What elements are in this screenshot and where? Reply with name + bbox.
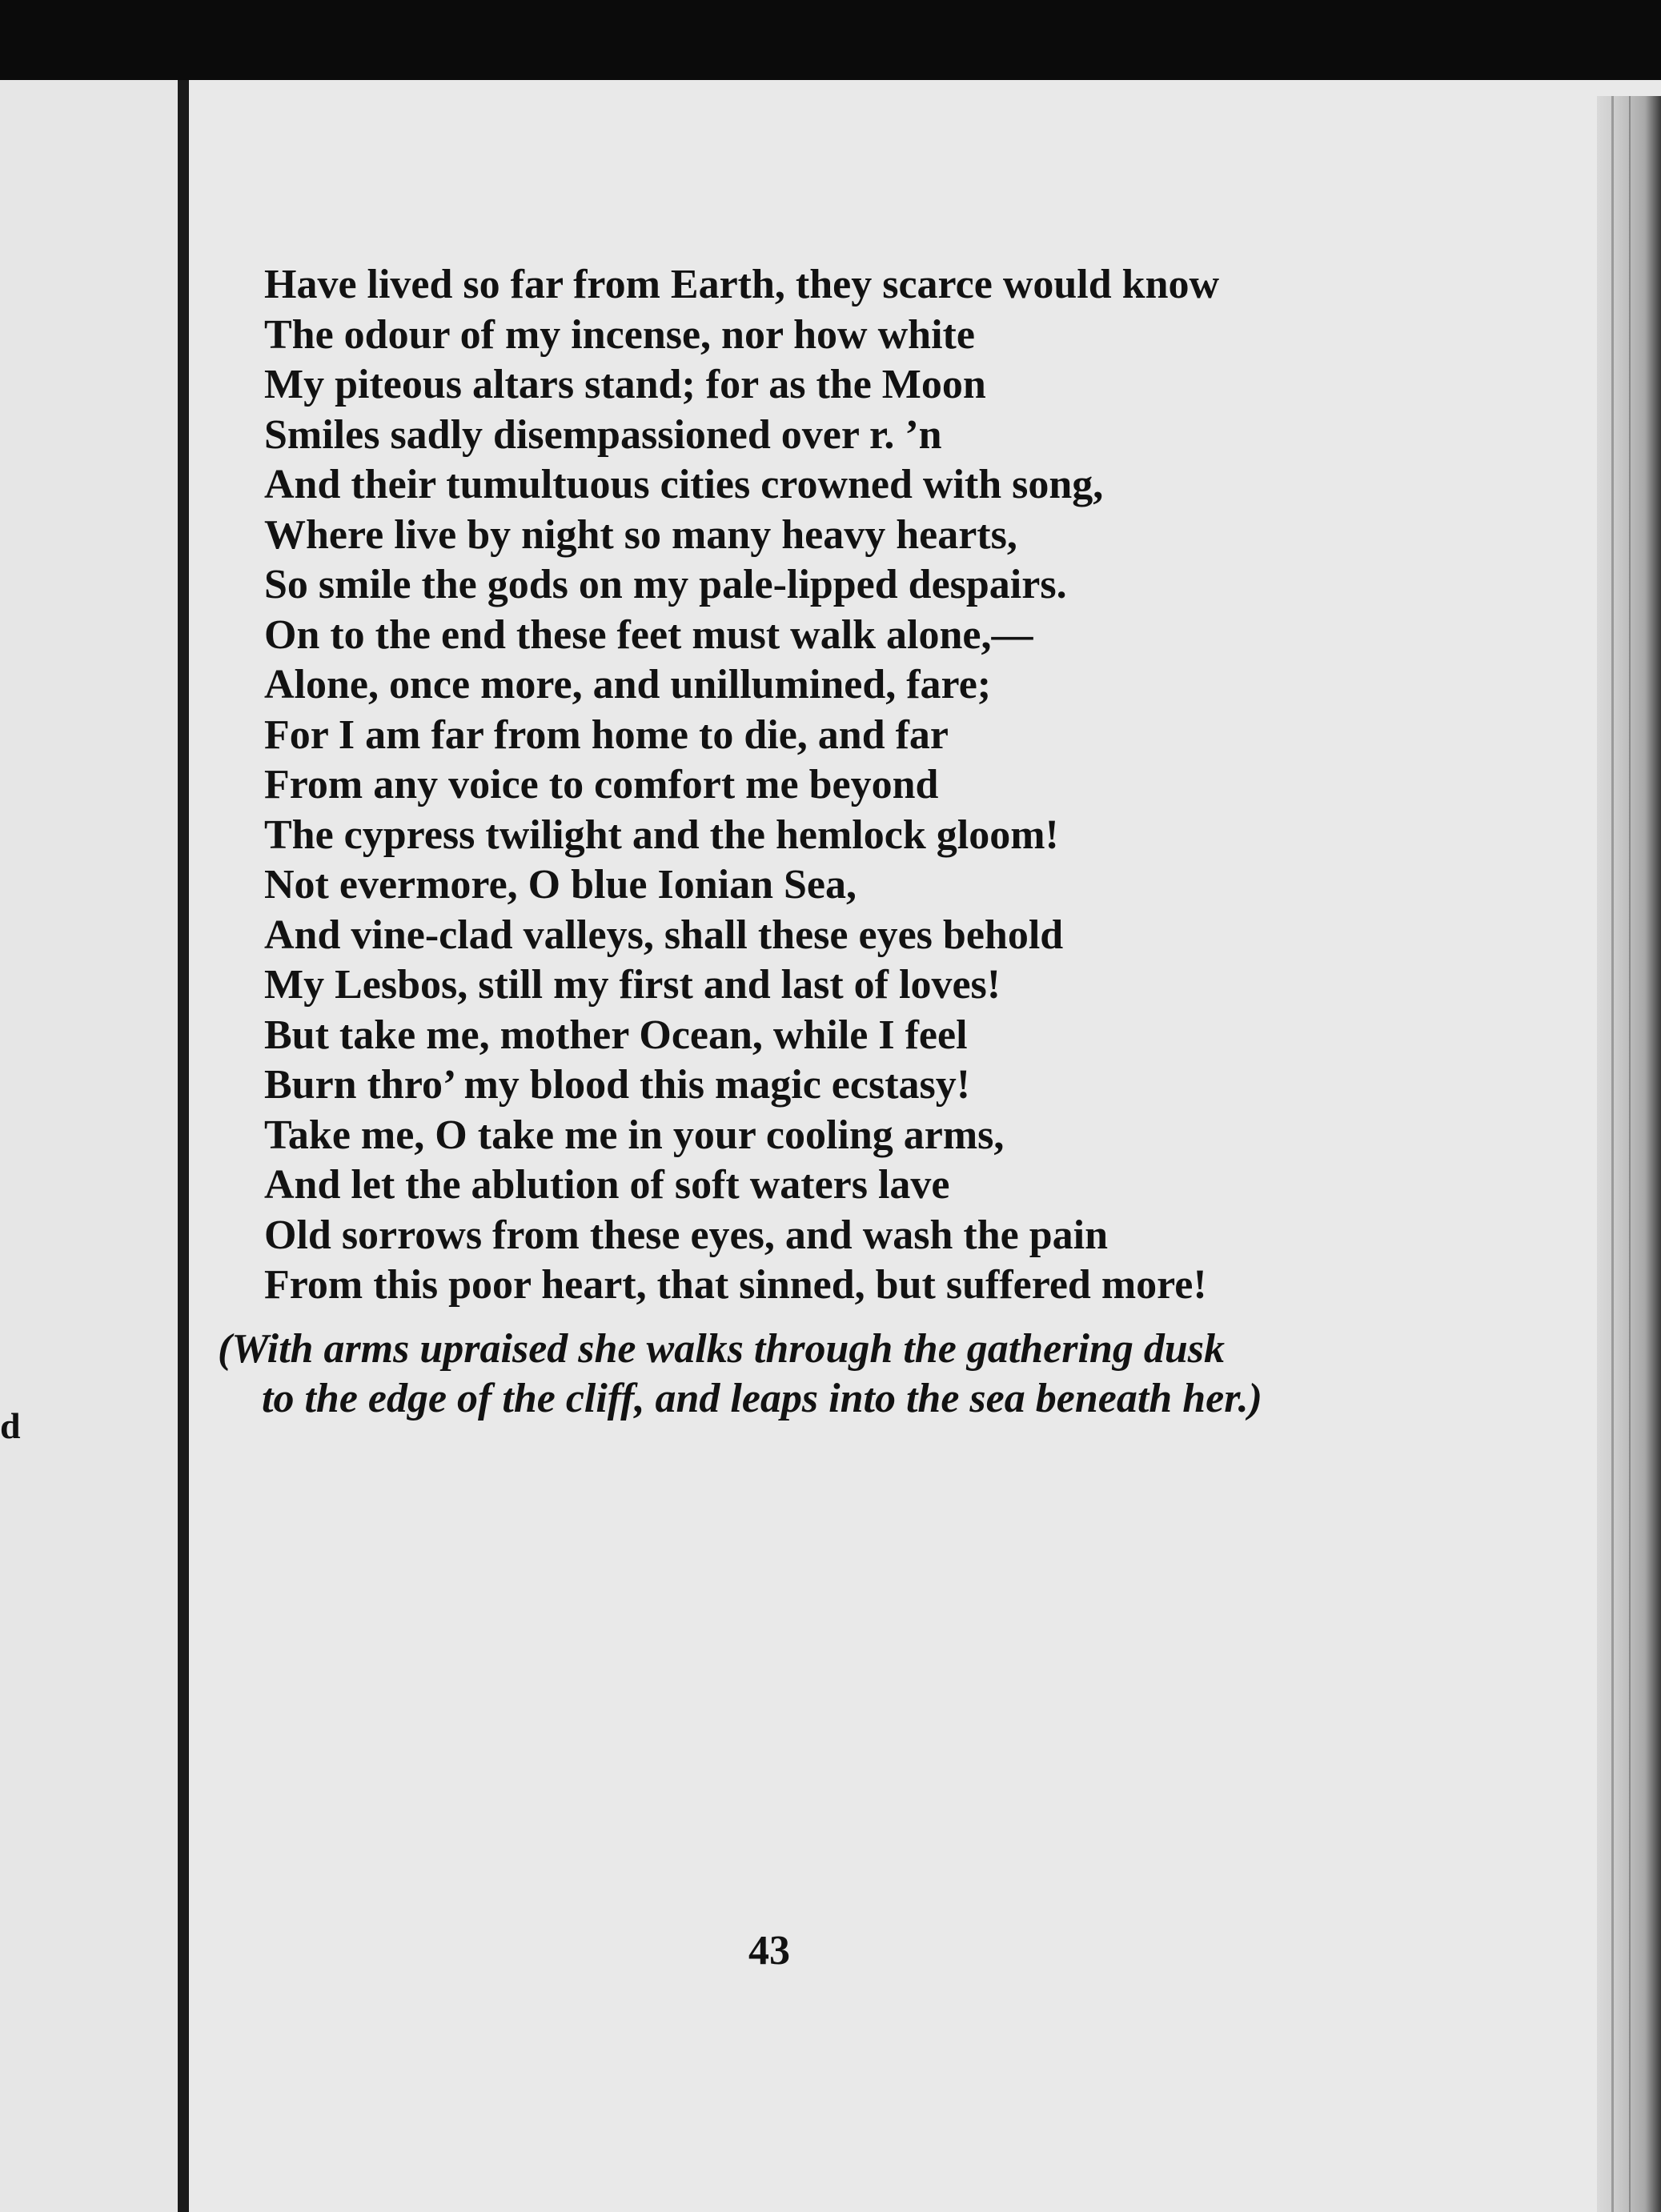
poem-line: The odour of my incense, nor how white (264, 311, 975, 358)
poem-line: Where live by night so many heavy hearts, (264, 511, 1017, 558)
poem-line: Smiles sadly disempassioned over r. ʼn (264, 411, 942, 458)
page-number: 43 (748, 1928, 790, 1974)
poem-line: My piteous altars stand; for as the Moon (264, 362, 986, 407)
poem-line: But take me, mother Ocean, while I feel (264, 1012, 968, 1058)
poem-line: Have lived so far from Earth, they scarce would know (264, 262, 1220, 307)
stage-direction-line: to the edge of the cliff, and leaps into the sea beneath her.) (262, 1376, 1262, 1421)
stage-direction (218, 1324, 1262, 1424)
poem-line: So smile the gods on my pale-lipped despairs. (264, 562, 1067, 607)
page-stack-edge (1597, 96, 1661, 2212)
poem-line: Not evermore, O blue Ionian Sea, (264, 862, 857, 908)
poem-line: And vine-clad valleys, shall these eyes behold (264, 912, 1064, 958)
poem-line: My Lesbos, still my first and last of loves! (264, 962, 1001, 1008)
poem-line: Old sorrows from these eyes, and wash the pain (264, 1212, 1109, 1258)
poem-line: From any voice to comfort me beyond (264, 762, 939, 807)
poem-line: And their tumultuous cities crowned with song, (264, 462, 1104, 507)
poem-line: From this poor heart, that sinned, but suffered more! (264, 1262, 1207, 1308)
left-facing-page (0, 80, 183, 2212)
stage-direction-line: (With arms upraised she walks through the gathering dusk (218, 1326, 1225, 1372)
poem-line: For I am far from home to die, and far (264, 711, 949, 758)
poem-line: On to the end these feet must walk alone,— (264, 611, 1033, 658)
scan-top-border (0, 0, 1661, 90)
poem-line: Take me, O take me in your cooling arms, (264, 1112, 1005, 1158)
poem-line: And let the ablution of soft waters lave (264, 1162, 950, 1208)
left-page-text-fragment: d (0, 1405, 21, 1446)
book-gutter (178, 80, 189, 2212)
poem-line: Alone, once more, and unillumined, fare; (264, 662, 992, 707)
poem-line: Burn thro’ my blood this magic ecstasy! (264, 1062, 971, 1108)
poem-text (264, 260, 1219, 1311)
poem-line: The cypress twilight and the hemlock gloom! (264, 811, 1059, 858)
